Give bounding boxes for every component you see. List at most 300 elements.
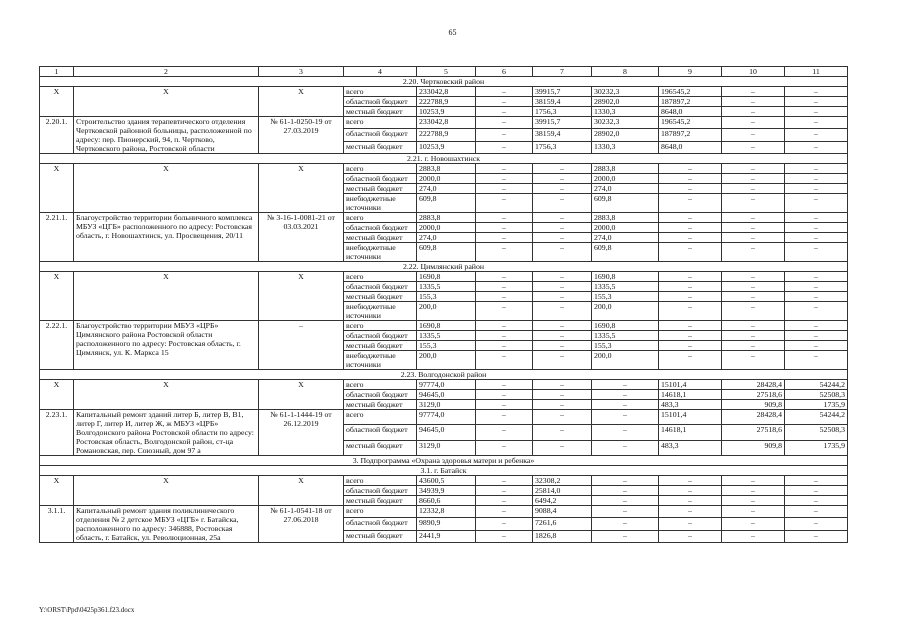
amount-cell: – (592, 400, 659, 410)
amount-cell: 1330,3 (592, 107, 659, 117)
amount-cell: – (659, 184, 722, 194)
column-number: 3 (259, 67, 344, 77)
amount-cell: – (533, 213, 592, 223)
amount-cell: – (476, 400, 533, 410)
funding-source: областной бюджет (344, 390, 417, 400)
amount-cell: – (476, 506, 533, 518)
page-number: 65 (448, 28, 457, 37)
section-row (40, 456, 848, 466)
funding-source: местный бюджет (344, 400, 417, 410)
amount-cell: – (533, 341, 592, 351)
funding-source: внебюджетные источники (344, 351, 417, 370)
amount-cell: 1335,5 (592, 331, 659, 341)
object-name: Благоустройство территории МБУЗ «ЦРБ» Цимлянского района Ростовской области расположенного по адресу: Ростовская область, г. Цимлянск, ул. К. Маркса 15 (74, 321, 259, 370)
amount-cell: 909,8 (722, 440, 785, 455)
amount-cell: – (476, 117, 533, 129)
amount-cell: – (476, 440, 533, 455)
column-number: 10 (722, 67, 785, 77)
amount-cell: – (533, 233, 592, 243)
amount-cell: 28902,0 (592, 129, 659, 141)
amount-cell: – (659, 530, 722, 542)
amount-cell: – (722, 506, 785, 518)
row-number: 2.23.1. (40, 410, 74, 456)
amount-cell: – (476, 410, 533, 425)
section-title: 2.22. Цимлянский район (40, 262, 848, 272)
section-row (40, 262, 848, 272)
amount-cell: – (533, 282, 592, 292)
amount-cell: – (659, 292, 722, 302)
amount-cell: – (476, 380, 533, 390)
amount-cell: 200,0 (592, 302, 659, 321)
amount-cell: – (785, 233, 848, 243)
amount-cell: 28902,0 (592, 97, 659, 107)
amount-cell: 8648,0 (659, 141, 722, 153)
object-name: Капитальный ремонт зданий литер Б, литер В, В1, литер Г, литер И, литер Ж, ж МБУЗ «ЦРБ» Волгодонского района Ростовской области по адресу: Ростовская область, Волгодонской район, ст-ца Романовская, пер. Союзный, дом 97 а (74, 410, 259, 456)
document-number: Х (259, 272, 344, 321)
amount-cell: – (533, 184, 592, 194)
amount-cell: – (722, 213, 785, 223)
amount-cell: – (476, 141, 533, 153)
object-name: Капитальный ремонт здания поликлинического отделения № 2 детское МБУЗ «ЦГБ» г. Батайска, расположенного по адресу: 346888, Ростовская область, г. Батайск, ул. Революционная, 25а (74, 506, 259, 543)
amount-cell: – (533, 321, 592, 331)
project-row (40, 117, 848, 129)
amount-cell: 1335,5 (592, 282, 659, 292)
funding-source: всего (344, 213, 417, 223)
section-title: 2.21. г. Новошахтинск (40, 154, 848, 164)
amount-cell: – (592, 440, 659, 455)
amount-cell: – (476, 243, 533, 262)
amount-cell: – (785, 194, 848, 213)
amount-cell: – (476, 164, 533, 174)
amount-cell: 483,3 (659, 440, 722, 455)
amount-cell: 1335,5 (417, 282, 476, 292)
amount-cell: 8660,6 (417, 496, 476, 506)
amount-cell: – (722, 87, 785, 97)
project-row (40, 213, 848, 223)
amount-cell: 2883,8 (417, 164, 476, 174)
funding-source: местный бюджет (344, 440, 417, 455)
row-number: 2.21.1. (40, 213, 74, 262)
amount-cell: 155,3 (417, 341, 476, 351)
amount-cell: – (785, 272, 848, 282)
amount-cell: – (476, 194, 533, 213)
funding-source: местный бюджет (344, 233, 417, 243)
object-name: Х (74, 87, 259, 117)
row-number: Х (40, 380, 74, 410)
row-number: Х (40, 476, 74, 506)
section-row (40, 77, 848, 87)
amount-cell: – (785, 164, 848, 174)
amount-cell: – (785, 87, 848, 97)
amount-cell: – (785, 117, 848, 129)
funding-source: всего (344, 410, 417, 425)
amount-cell: – (659, 302, 722, 321)
row-number: Х (40, 87, 74, 117)
amount-cell: 15101,4 (659, 410, 722, 425)
amount-cell: – (476, 223, 533, 233)
amount-cell: – (476, 97, 533, 107)
amount-cell: 200,0 (417, 302, 476, 321)
amount-cell: – (722, 331, 785, 341)
amount-cell: – (722, 530, 785, 542)
funding-source: всего (344, 380, 417, 390)
amount-cell: 54244,2 (785, 380, 848, 390)
amount-cell: – (785, 184, 848, 194)
amount-cell: 2883,8 (592, 213, 659, 223)
amount-cell: – (722, 476, 785, 486)
amount-cell: 27518,6 (722, 390, 785, 400)
column-number: 2 (74, 67, 259, 77)
amount-cell: 3129,0 (417, 440, 476, 455)
budget-table (39, 66, 848, 543)
amount-cell: – (533, 164, 592, 174)
amount-cell: 1335,5 (417, 331, 476, 341)
amount-cell: 155,3 (592, 292, 659, 302)
document-number: № 3-16-1-0081-21 от 03.03.2021 (259, 213, 344, 262)
amount-cell: 32308,2 (533, 476, 592, 486)
funding-source: областной бюджет (344, 97, 417, 107)
amount-cell: – (722, 117, 785, 129)
amount-cell: – (785, 223, 848, 233)
amount-cell: – (722, 496, 785, 506)
amount-cell: 222788,9 (417, 129, 476, 141)
amount-cell: – (533, 425, 592, 440)
amount-cell: – (476, 272, 533, 282)
row-number: 2.20.1. (40, 117, 74, 154)
amount-cell: – (659, 331, 722, 341)
amount-cell: – (659, 164, 722, 174)
total-row (40, 476, 848, 486)
amount-cell: – (722, 351, 785, 370)
amount-cell: – (533, 331, 592, 341)
amount-cell: 52508,3 (785, 425, 848, 440)
funding-source: всего (344, 87, 417, 97)
amount-cell: – (785, 341, 848, 351)
amount-cell: – (476, 302, 533, 321)
amount-cell: 1756,3 (533, 107, 592, 117)
amount-cell: – (722, 141, 785, 153)
amount-cell: 94645,0 (417, 390, 476, 400)
amount-cell: – (659, 272, 722, 282)
amount-cell: 15101,4 (659, 380, 722, 390)
amount-cell: 14618,1 (659, 425, 722, 440)
amount-cell: – (785, 282, 848, 292)
total-row (40, 272, 848, 282)
amount-cell: 38159,4 (533, 97, 592, 107)
object-name: Благоустройство территории больничного комплекса МБУЗ «ЦГБ» расположенного по адресу: Ростовская область, г. Новошахтинск, ул. Просвещения, 20/11 (74, 213, 259, 262)
column-number: 11 (785, 67, 848, 77)
object-name: Х (74, 380, 259, 410)
amount-cell: 97774,0 (417, 410, 476, 425)
total-row (40, 164, 848, 174)
amount-cell: – (785, 321, 848, 331)
amount-cell: – (785, 351, 848, 370)
amount-cell: 3129,0 (417, 400, 476, 410)
project-row (40, 506, 848, 518)
amount-cell: – (659, 496, 722, 506)
column-number: 4 (344, 67, 417, 77)
amount-cell: – (476, 87, 533, 97)
amount-cell: – (592, 518, 659, 530)
amount-cell: 2000,0 (417, 223, 476, 233)
column-number: 5 (417, 67, 476, 77)
amount-cell: – (476, 518, 533, 530)
amount-cell: – (659, 282, 722, 292)
amount-cell: – (533, 194, 592, 213)
funding-source: всего (344, 321, 417, 331)
amount-cell: – (476, 496, 533, 506)
total-row (40, 87, 848, 97)
section-row (40, 154, 848, 164)
amount-cell: 39915,7 (533, 117, 592, 129)
amount-cell: – (659, 506, 722, 518)
amount-cell: 2441,9 (417, 530, 476, 542)
amount-cell: 483,3 (659, 400, 722, 410)
amount-cell: – (722, 321, 785, 331)
amount-cell: 1735,9 (785, 440, 848, 455)
funding-source: всего (344, 117, 417, 129)
amount-cell: – (533, 272, 592, 282)
amount-cell: – (533, 390, 592, 400)
funding-source: местный бюджет (344, 496, 417, 506)
amount-cell: 187897,2 (659, 129, 722, 141)
object-name: Х (74, 272, 259, 321)
amount-cell: – (785, 129, 848, 141)
amount-cell: – (722, 486, 785, 496)
amount-cell: – (659, 518, 722, 530)
amount-cell: – (785, 530, 848, 542)
amount-cell: 609,8 (592, 243, 659, 262)
section-title: 2.23. Волгодонской район (40, 370, 848, 380)
amount-cell: 9088,4 (533, 506, 592, 518)
document-number: – (259, 321, 344, 370)
column-number-row (40, 67, 848, 77)
amount-cell: – (659, 243, 722, 262)
amount-cell: 609,8 (417, 243, 476, 262)
funding-source: местный бюджет (344, 184, 417, 194)
amount-cell: 222788,9 (417, 97, 476, 107)
amount-cell: – (785, 174, 848, 184)
amount-cell: – (592, 476, 659, 486)
column-number: 7 (533, 67, 592, 77)
row-number: Х (40, 164, 74, 213)
amount-cell: – (659, 233, 722, 243)
amount-cell: 28428,4 (722, 410, 785, 425)
amount-cell: – (659, 194, 722, 213)
amount-cell: – (533, 292, 592, 302)
amount-cell: – (722, 194, 785, 213)
funding-source: областной бюджет (344, 129, 417, 141)
column-number: 1 (40, 67, 74, 77)
amount-cell: – (592, 496, 659, 506)
row-number: 2.22.1. (40, 321, 74, 370)
amount-cell: – (722, 129, 785, 141)
funding-source: областной бюджет (344, 331, 417, 341)
amount-cell: 39915,7 (533, 87, 592, 97)
amount-cell: 94645,0 (417, 425, 476, 440)
amount-cell: – (592, 425, 659, 440)
amount-cell: 274,0 (417, 233, 476, 243)
amount-cell: – (785, 496, 848, 506)
funding-source: всего (344, 476, 417, 486)
amount-cell: 1690,8 (592, 321, 659, 331)
funding-source: всего (344, 506, 417, 518)
section-title: 2.20. Чертковский район (40, 77, 848, 87)
amount-cell: – (592, 486, 659, 496)
funding-source: областной бюджет (344, 425, 417, 440)
section-title: 3.1. г. Батайск (40, 466, 848, 476)
amount-cell: – (722, 174, 785, 184)
document-number: Х (259, 164, 344, 213)
amount-cell: 14618,1 (659, 390, 722, 400)
amount-cell: – (659, 351, 722, 370)
amount-cell: – (476, 476, 533, 486)
row-number: 3.1.1. (40, 506, 74, 543)
amount-cell: 7261,6 (533, 518, 592, 530)
amount-cell: 97774,0 (417, 380, 476, 390)
amount-cell: 1735,9 (785, 400, 848, 410)
amount-cell: 1690,8 (417, 321, 476, 331)
amount-cell: – (476, 233, 533, 243)
funding-source: внебюджетные источники (344, 194, 417, 213)
amount-cell: – (592, 410, 659, 425)
amount-cell: – (785, 476, 848, 486)
section-row (40, 466, 848, 476)
amount-cell: – (533, 243, 592, 262)
amount-cell: 274,0 (417, 184, 476, 194)
footer-path: Y:\ORST\Ppd\0425p361.f23.docx (39, 606, 135, 614)
amount-cell: 43600,5 (417, 476, 476, 486)
amount-cell: – (592, 390, 659, 400)
document-number: Х (259, 476, 344, 506)
amount-cell: 274,0 (592, 233, 659, 243)
amount-cell: 10253,9 (417, 141, 476, 153)
amount-cell: – (533, 440, 592, 455)
amount-cell: – (476, 129, 533, 141)
amount-cell: – (592, 380, 659, 390)
amount-cell: 12332,8 (417, 506, 476, 518)
amount-cell: – (785, 97, 848, 107)
amount-cell: 609,8 (592, 194, 659, 213)
amount-cell: – (476, 321, 533, 331)
amount-cell: 155,3 (417, 292, 476, 302)
amount-cell: 1826,8 (533, 530, 592, 542)
amount-cell: – (533, 351, 592, 370)
amount-cell: – (785, 213, 848, 223)
amount-cell: – (722, 164, 785, 174)
amount-cell: 30232,3 (592, 87, 659, 97)
amount-cell: – (659, 476, 722, 486)
amount-cell: – (533, 223, 592, 233)
amount-cell: – (785, 243, 848, 262)
amount-cell: – (722, 272, 785, 282)
amount-cell: – (785, 107, 848, 117)
amount-cell: – (476, 341, 533, 351)
amount-cell: – (785, 518, 848, 530)
funding-source: местный бюджет (344, 107, 417, 117)
amount-cell: 200,0 (592, 351, 659, 370)
amount-cell: – (785, 486, 848, 496)
amount-cell: – (592, 506, 659, 518)
amount-cell: 274,0 (592, 184, 659, 194)
amount-cell: – (785, 506, 848, 518)
amount-cell: – (785, 302, 848, 321)
section-row (40, 370, 848, 380)
amount-cell: – (785, 331, 848, 341)
column-number: 6 (476, 67, 533, 77)
funding-source: местный бюджет (344, 341, 417, 351)
document-number: № 61-1-0541-18 от 27.06.2018 (259, 506, 344, 543)
document-number: Х (259, 87, 344, 117)
amount-cell: – (722, 518, 785, 530)
amount-cell: 27518,6 (722, 425, 785, 440)
amount-cell: 200,0 (417, 351, 476, 370)
amount-cell: 2000,0 (592, 174, 659, 184)
amount-cell: – (722, 302, 785, 321)
project-row (40, 321, 848, 331)
funding-source: областной бюджет (344, 223, 417, 233)
amount-cell: – (476, 184, 533, 194)
amount-cell: – (476, 174, 533, 184)
document-number: № 61-1-1444-19 от 26.12.2019 (259, 410, 344, 456)
funding-source: всего (344, 164, 417, 174)
amount-cell: – (785, 141, 848, 153)
amount-cell: – (533, 410, 592, 425)
amount-cell: 196545,2 (659, 87, 722, 97)
amount-cell: – (659, 486, 722, 496)
funding-source: местный бюджет (344, 141, 417, 153)
amount-cell: – (722, 184, 785, 194)
amount-cell: 2883,8 (417, 213, 476, 223)
object-name: Х (74, 476, 259, 506)
amount-cell: – (476, 213, 533, 223)
object-name: Строительство здания терапевтического отделения Чертковской районной больницы, расположенной по адресу: пер. Пионерский, 94, п. Чертково, Чертковского района, Ростовской области (74, 117, 259, 154)
amount-cell: – (533, 174, 592, 184)
amount-cell: – (659, 341, 722, 351)
amount-cell: 2000,0 (417, 174, 476, 184)
amount-cell: – (659, 174, 722, 184)
project-row (40, 410, 848, 425)
amount-cell: – (659, 213, 722, 223)
amount-cell: – (722, 233, 785, 243)
amount-cell: – (533, 400, 592, 410)
amount-cell: 2000,0 (592, 223, 659, 233)
row-number: Х (40, 272, 74, 321)
amount-cell: 54244,2 (785, 410, 848, 425)
amount-cell: 25814,0 (533, 486, 592, 496)
amount-cell: – (476, 425, 533, 440)
amount-cell: 1756,3 (533, 141, 592, 153)
amount-cell: – (533, 380, 592, 390)
amount-cell: 233042,8 (417, 87, 476, 97)
amount-cell: 9890,9 (417, 518, 476, 530)
funding-source: местный бюджет (344, 530, 417, 542)
funding-source: всего (344, 272, 417, 282)
amount-cell: 6494,2 (533, 496, 592, 506)
amount-cell: – (722, 243, 785, 262)
amount-cell: – (722, 341, 785, 351)
amount-cell: 30232,3 (592, 117, 659, 129)
amount-cell: – (722, 97, 785, 107)
amount-cell: 1330,3 (592, 141, 659, 153)
amount-cell: – (476, 331, 533, 341)
amount-cell: 1690,8 (592, 272, 659, 282)
section-title: 3. Подпрограмма «Охрана здоровья матери и ребенка» (40, 456, 848, 466)
column-number: 8 (592, 67, 659, 77)
amount-cell: – (722, 292, 785, 302)
amount-cell: 38159,4 (533, 129, 592, 141)
funding-source: местный бюджет (344, 292, 417, 302)
